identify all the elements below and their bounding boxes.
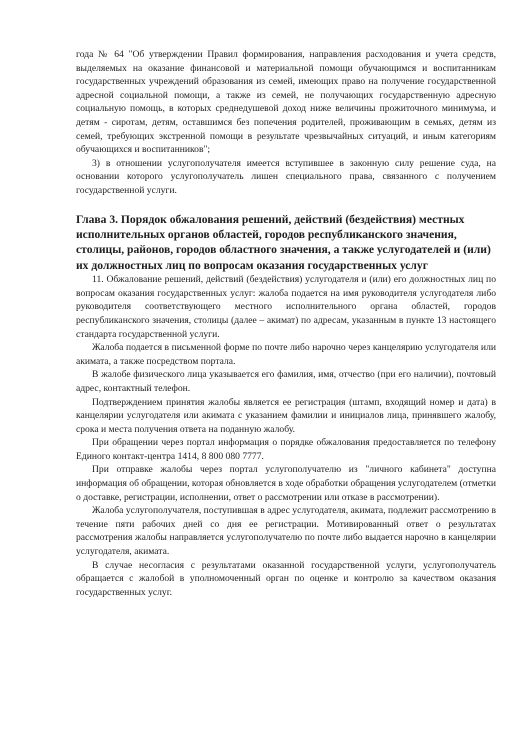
paragraph-review-period: Жалоба услугополучателя, поступившая в адрес услугодателя, акимата, подлежит рассмотрению в течение пяти рабочих дней со дня ее регистрации. Мотивированный ответ о результатах рассмотрения жалобы направляется услугополучателю по почте либо выдается нарочно в канцелярии услугодателя, акимата. (76, 505, 496, 558)
paragraph-portal-cabinet: При отправке жалобы через портал услугополучателю из "личного кабинета" доступна информация об обращении, которая обновляется в ходе обработки обращения услугодателем (отметки о доставке, регистрации, исполнении, ответ о рассмотрении или отказе в рассмотрении). (76, 464, 496, 503)
paragraph-contact-center: При обращении через портал информация о порядке обжалования предоставляется по телефону Единого контакт-центра 1414, 8 800 080 7777. (76, 437, 496, 462)
paragraph-complaint-form: Жалоба подается в письменной форме по почте либо нарочно через канцелярию услугодателя или акимата, а также посредством портала. (76, 342, 496, 367)
paragraph-disagreement: В случае несогласия с результатами оказанной государственной услуги, услугополучатель обращается с жалобой в уполномоченный орган по оценке и контролю за качеством оказания государственных услуг. (76, 559, 496, 598)
paragraph-continuation: года № 64 "Об утверждении Правил формирования, направления расходования и учета средств, выделяемых на оказание финансовой и материальной помощи обучающимся и воспитанникам государственных учреждений образования из семей, имеющих право на получение государственной адресной социальной помощи, а также из семей, не получающих государственную адресную социальную помощь, в которых среднедушевой доход ниже величины прожиточного минимума, и детям - сиротам, детям, оставшимся без попечения родителей, проживающим в семьях, детям из семей, требующих экстренной помощи в результате чрезвычайных ситуаций, и иным категориям обучающихся и воспитанников"; (76, 49, 496, 156)
document-body (76, 48, 496, 599)
chapter-heading: Глава 3. Порядок обжалования решений, действий (бездействия) местных исполнительных органов областей, городов республиканского значения, столицы, районов, городов областного значения, а также услугодателей и (или) их должностных лиц по вопросам оказания государственных услуг (76, 212, 491, 272)
paragraph-item-3: 3) в отношении услугополучателя имеется вступившее в законную силу решение суда, на основании которого услугополучатель лишен специального права, связанного с получением государственной услуги. (76, 157, 496, 196)
paragraph-complaint-registration: Подтверждением принятия жалобы является ее регистрация (штамп, входящий номер и дата) в канцелярии услугодателя или акимата с указанием фамилии и инициалов лица, принявшего жалобу, срока и места получения ответа на поданную жалобу. (76, 396, 496, 435)
paragraph-complaint-contents: В жалобе физического лица указывается его фамилия, имя, отчество (при его наличии), почтовый адрес, контактный телефон. (76, 369, 496, 394)
paragraph-point-11: 11. Обжалование решений, действий (бездействия) услугодателя и (или) его должностных лиц по вопросам оказания государственных услуг: жалоба подается на имя руководителя услугодателя либо руководителя соответствующего местного исполнительного органа областей, городов республиканского значения, столицы (далее – акимат) по адресам, указанным в пункте 13 настоящего стандарта государственной услуги. (76, 274, 496, 340)
